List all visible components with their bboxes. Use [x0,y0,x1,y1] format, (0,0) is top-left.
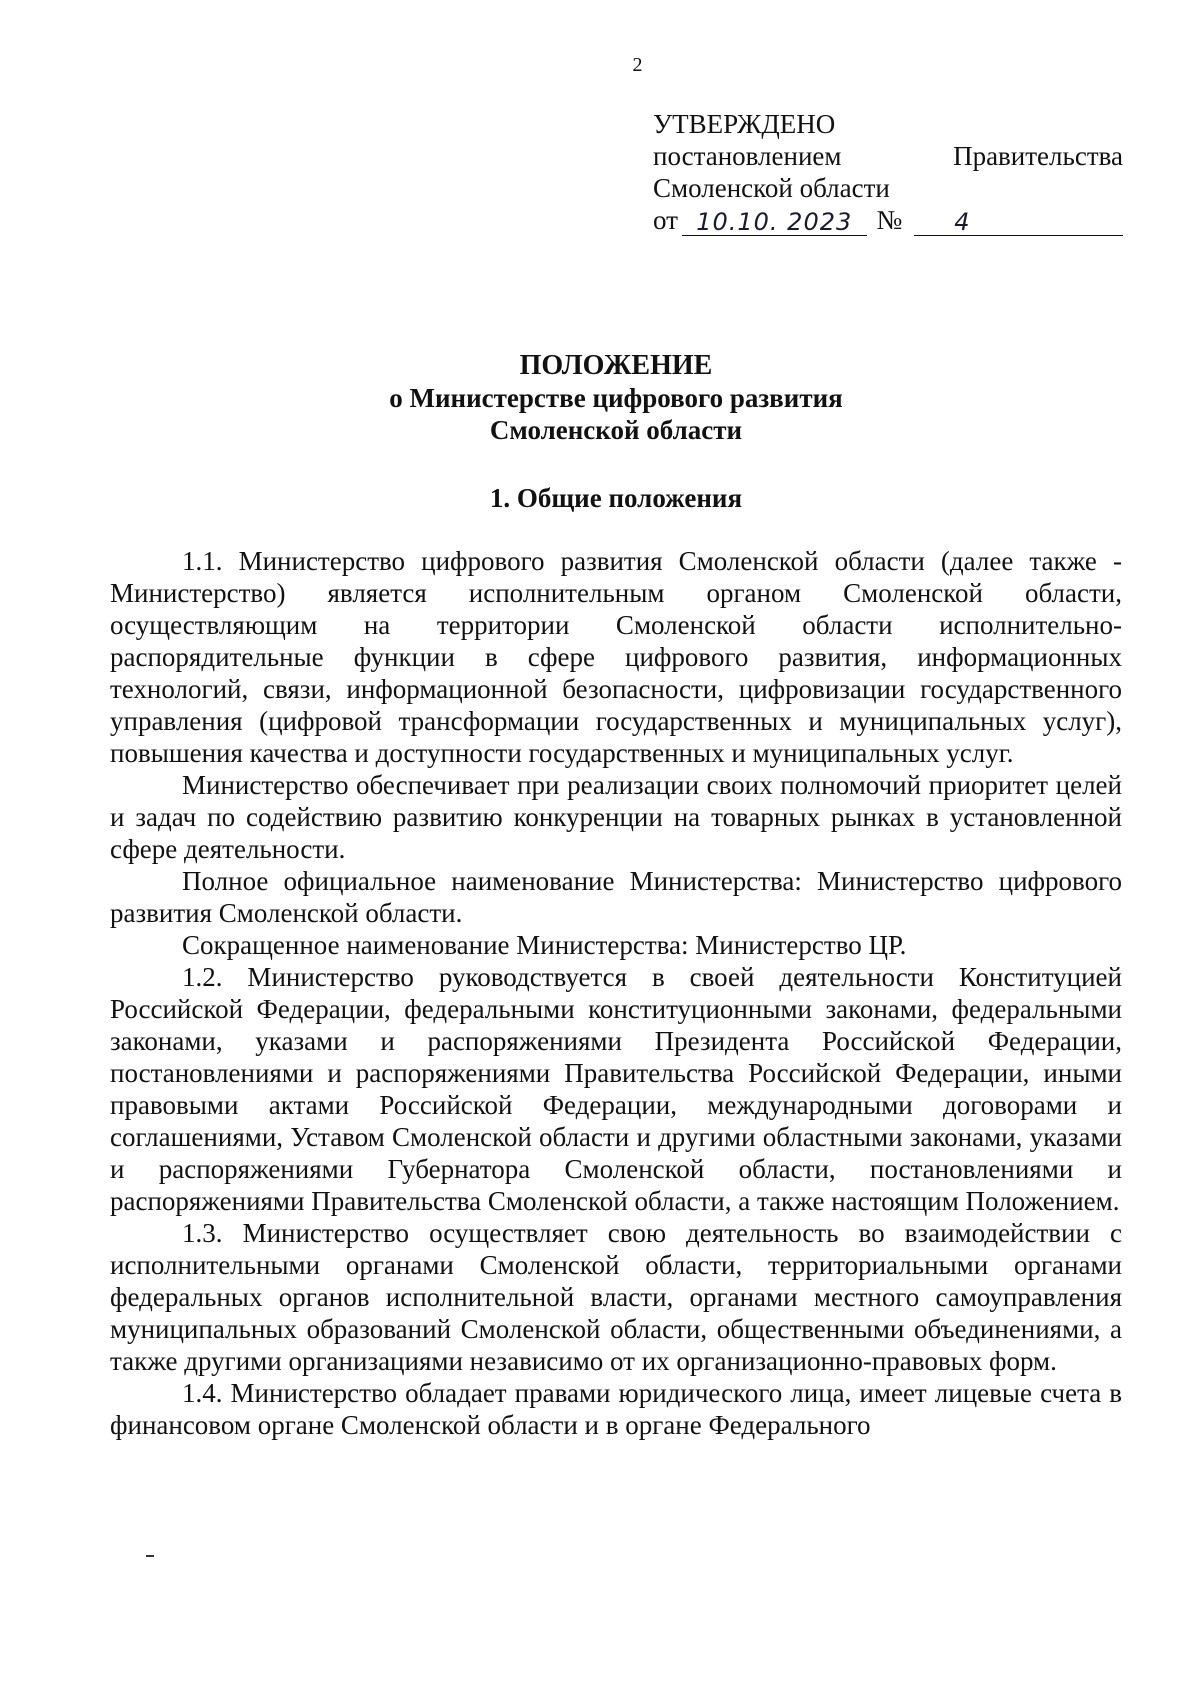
approval-stamp [653,108,1123,236]
title-main: ПОЛОЖЕНИЕ [519,350,713,381]
paragraph-1-4: 1.4. Министерство обладает правами юридического лица, имеет лицевые счета в финансовом органе Смоленской области и в органе Федерального [110,1378,1122,1440]
number-label: № [876,205,903,235]
document-body [110,545,1122,1441]
title-line-2: о Министерстве цифрового развития [389,383,843,413]
approval-date-line [653,204,1123,236]
approval-government-word: Правительства [953,141,1123,171]
approval-decree-word: постановлением [653,141,842,171]
paragraph-1-1: 1.1. Министерство цифрового развития Смоленской области (далее также - Министерство) является исполнительным органом Смоленской области, осуществляющим на территории Смоленской области исполнительно-распорядительные функции в сфере цифрового развития, информационных технологий, связи, информационной безопасности, цифровизации государственного управления (цифровой трансформации государственных и муниципальных услуг), повышения качества и доступности государственных и муниципальных услуг. [110,546,1122,768]
paragraph-short-name: Сокращенное наименование Министерства: Министерство ЦР. [182,930,907,960]
paragraph-priority: Министерство обеспечивает при реализации своих полномочий приоритет целей и задач по содействию развитию конкуренции на товарных рынках в установленной сфере деятельности. [110,770,1122,864]
approval-line-2 [653,140,1123,172]
paragraph-full-name: Полное официальное наименование Министерства: Министерство цифрового развития Смоленской области. [110,866,1122,928]
paragraph-1-2: 1.2. Министерство руководствуется в своей деятельности Конституцией Российской Федерации, федеральными конституционными законами, федеральными законами, указами и распоряжениями Президента Российской Федерации, постановлениями и распоряжениями Правительства Российской Федерации, иными правовыми актами Российской Федерации, международными договорами и соглашениями, Уставом Смоленской области и другими областными законами, указами и распоряжениями Губернатора Смоленской области, постановлениями и распоряжениями Правительства Смоленской области, а также настоящим Положением. [110,962,1122,1216]
handwritten-date: 10.10. 2023 [682,209,867,236]
paragraph-1-3: 1.3. Министерство осуществляет свою деятельность во взаимодействии с исполнительными органами Смоленской области, территориальными органами федеральных органов исполнительной власти, органами местного самоуправления муниципальных образований Смоленской области, общественными объединениями, а также другими организациями независимо от их организационно-правовых форм. [110,1218,1122,1376]
page-number: 2 [632,54,643,76]
scan-artifact [146,1555,154,1557]
section-heading: 1. Общие положения [489,483,743,513]
approval-region: Смоленской области [653,173,890,203]
document-title [110,350,1122,446]
handwritten-number: 4 [914,209,1123,236]
title-line-3: Смоленской области [489,415,743,445]
date-prefix: от [653,205,678,235]
approval-heading: УТВЕРЖДЕНО [653,109,836,139]
